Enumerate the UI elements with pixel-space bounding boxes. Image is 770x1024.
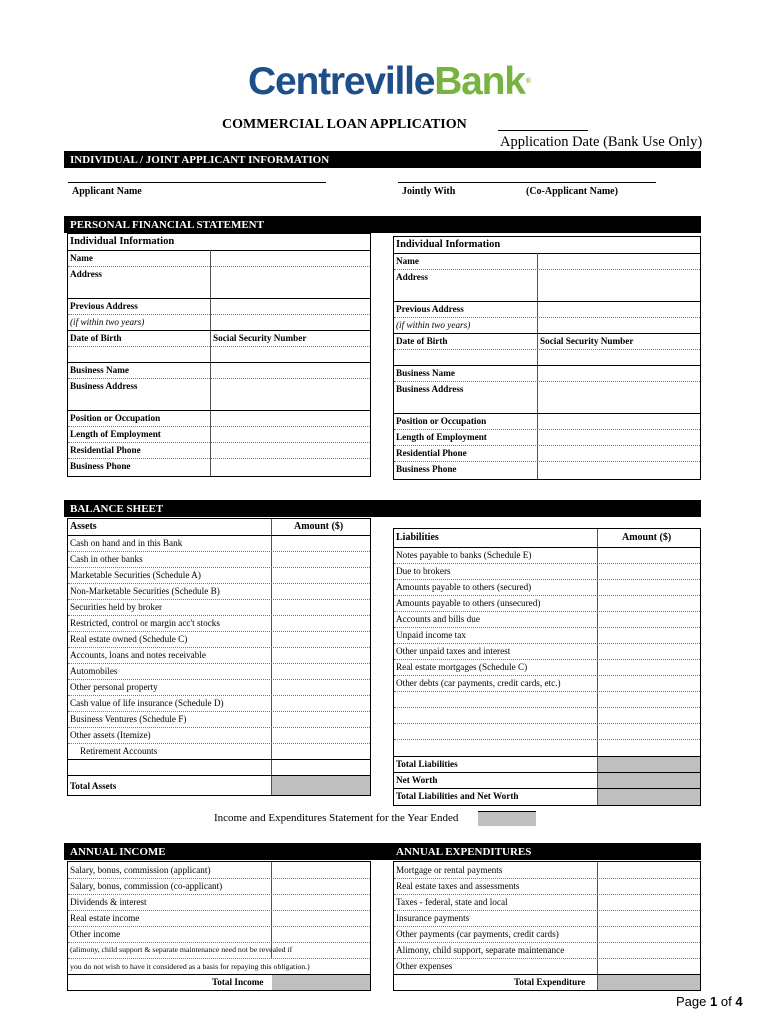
liabilities-amount-heading: Amount ($): [622, 532, 672, 543]
asset-row-label: Cash in other banks: [70, 554, 143, 564]
applicant-name-field[interactable]: [68, 182, 326, 183]
asset-amount-field[interactable]: [270, 631, 370, 647]
ssn-label: Social Security Number: [213, 333, 307, 343]
liabilities-grid: [393, 528, 701, 806]
total-liabilities-net-worth-label: Total Liabilities and Net Worth: [396, 791, 519, 801]
expenditure-amount-field[interactable]: [600, 910, 700, 926]
liability-row-label: Due to brokers: [396, 566, 451, 576]
co-within-two-years-note: (if within two years): [396, 320, 471, 330]
expenditure-row-label: Other payments (car payments, credit cards): [396, 929, 559, 939]
liability-row-label: Unpaid income tax: [396, 630, 466, 640]
income-note-line2: you do not wish to have it considered as a basis for repaying this obligation.): [70, 962, 310, 971]
of-word: of: [720, 994, 732, 1009]
position-label: Position or Occupation: [70, 413, 161, 423]
income-amount-field[interactable]: [270, 862, 370, 878]
expenditure-row-label: Mortgage or rental payments: [396, 865, 503, 875]
application-date-label: Application Date (Bank Use Only): [500, 134, 703, 150]
expenditure-amount-field[interactable]: [600, 894, 700, 910]
asset-row-label: Cash value of life insurance (Schedule D): [70, 698, 224, 708]
asset-row-label: Business Ventures (Schedule F): [70, 714, 187, 724]
co-previous-address-label: Previous Address: [396, 304, 464, 314]
income-amount-field[interactable]: [270, 894, 370, 910]
business-address-label: Business Address: [70, 381, 138, 391]
balance-sheet-bar: [64, 500, 701, 517]
total-liabilities-amount[interactable]: [598, 757, 700, 772]
co-residential-phone-label: Residential Phone: [396, 448, 467, 458]
expenditure-amount-field[interactable]: [600, 926, 700, 942]
assets-heading: Assets: [70, 521, 97, 532]
asset-row-label: Securities held by broker: [70, 602, 163, 612]
individual-info-heading: Individual Information: [70, 236, 175, 247]
total-assets-amount[interactable]: [272, 776, 370, 795]
asset-row-label: Real estate owned (Schedule C): [70, 634, 188, 644]
income-amount-field[interactable]: [270, 878, 370, 894]
previous-address-label: Previous Address: [70, 301, 138, 311]
expenditure-row-label: Taxes - federal, state and local: [396, 897, 508, 907]
expenditures-grid: [393, 861, 701, 991]
co-applicant-info-grid: [393, 236, 701, 480]
co-length-employment-label: Length of Employment: [396, 432, 487, 442]
pfs-section-bar: [64, 216, 701, 233]
asset-amount-field[interactable]: [270, 695, 370, 711]
liability-amount-field[interactable]: [600, 643, 700, 659]
total-income-label: Total Income: [212, 977, 264, 987]
income-amount-field[interactable]: [270, 910, 370, 926]
name-label: Name: [70, 253, 93, 263]
total-expenditure-amount[interactable]: [598, 975, 700, 990]
expenditure-row-label: Insurance payments: [396, 913, 470, 923]
annual-expenditures-title: ANNUAL EXPENDITURES: [396, 846, 532, 858]
asset-amount-field[interactable]: [270, 679, 370, 695]
liability-amount-field[interactable]: [600, 659, 700, 675]
dob-label: Date of Birth: [70, 333, 122, 343]
total-expenditure-label: Total Expenditure: [514, 977, 586, 987]
income-row-label: Real estate income: [70, 913, 140, 923]
asset-amount-field[interactable]: [270, 599, 370, 615]
asset-amount-field[interactable]: [270, 711, 370, 727]
asset-amount-field[interactable]: [270, 551, 370, 567]
income-row-label: Salary, bonus, commission (applicant): [70, 865, 211, 875]
asset-amount-field[interactable]: [270, 535, 370, 551]
asset-amount-field[interactable]: [270, 663, 370, 679]
co-applicant-label: (Co-Applicant Name): [526, 186, 618, 197]
income-row-label: Salary, bonus, commission (co-applicant): [70, 881, 223, 891]
income-grid: [67, 861, 371, 991]
liability-row-label: Other unpaid taxes and interest: [396, 646, 511, 656]
ies-label: Income and Expenditures Statement for the Year Ended: [214, 812, 459, 824]
asset-row-label: Automobiles: [70, 666, 118, 676]
liability-row-label: Real estate mortgages (Schedule C): [396, 662, 528, 672]
business-name-label: Business Name: [70, 365, 129, 375]
net-worth-label: Net Worth: [396, 775, 438, 785]
liability-amount-field[interactable]: [600, 547, 700, 563]
total-income-amount[interactable]: [272, 975, 370, 990]
applicant-section-bar: [64, 151, 701, 168]
expenditure-row-label: Other expenses: [396, 961, 453, 971]
co-ssn-label: Social Security Number: [540, 336, 634, 346]
applicant-section-title: INDIVIDUAL / JOINT APPLICANT INFORMATION: [70, 154, 330, 166]
expenditure-amount-field[interactable]: [600, 958, 700, 974]
co-business-phone-label: Business Phone: [396, 464, 457, 474]
co-dob-label: Date of Birth: [396, 336, 448, 346]
applicant-info-grid: [67, 233, 371, 477]
asset-amount-field[interactable]: [270, 727, 370, 743]
asset-row-label: Accounts, loans and notes receivable: [70, 650, 206, 660]
address-label: Address: [70, 269, 102, 279]
page-number: [676, 994, 743, 1009]
income-expenditures-bar: [64, 843, 701, 860]
asset-row-label: Other personal property: [70, 682, 158, 692]
co-individual-info-heading: Individual Information: [396, 239, 501, 250]
co-name-label: Name: [396, 256, 419, 266]
page-word: Page: [676, 994, 707, 1009]
asset-amount-field[interactable]: [270, 567, 370, 583]
asset-amount-field[interactable]: [270, 647, 370, 663]
liability-amount-field[interactable]: [600, 627, 700, 643]
jointly-with-label: Jointly With: [402, 186, 456, 197]
application-date-field[interactable]: [498, 130, 588, 131]
liability-row-label: Amounts payable to others (secured): [396, 582, 532, 592]
form-title: COMMERCIAL LOAN APPLICATION: [222, 117, 467, 132]
year-ended-field[interactable]: [478, 811, 536, 826]
total-assets-label: Total Assets: [70, 781, 117, 791]
liabilities-heading: Liabilities: [396, 532, 439, 543]
asset-row-label: Non-Marketable Securities (Schedule B): [70, 586, 220, 596]
asset-amount-field[interactable]: [270, 583, 370, 599]
bank-logo: [248, 62, 568, 102]
expenditure-row-label: Real estate taxes and assessments: [396, 881, 520, 891]
page-current: 1: [710, 994, 718, 1009]
liability-row-label: Other debts (car payments, credit cards, etc.): [396, 678, 561, 688]
asset-row-label: Cash on hand and in this Bank: [70, 538, 183, 548]
asset-row-label: Retirement Accounts: [80, 746, 158, 756]
total-liabilities-label: Total Liabilities: [396, 759, 458, 769]
length-employment-label: Length of Employment: [70, 429, 161, 439]
co-applicant-name-field[interactable]: [398, 182, 656, 183]
liability-row-label: Accounts and bills due: [396, 614, 480, 624]
pfs-section-title: PERSONAL FINANCIAL STATEMENT: [70, 219, 264, 231]
logo-word-bank: Bank: [434, 60, 525, 103]
business-phone-label: Business Phone: [70, 461, 131, 471]
co-address-label: Address: [396, 272, 428, 282]
income-row-label: Other income: [70, 929, 121, 939]
liability-amount-field[interactable]: [600, 595, 700, 611]
co-business-name-label: Business Name: [396, 368, 455, 378]
income-amount-field[interactable]: [270, 926, 370, 942]
income-note-line1: (alimony, child support & separate maintenance need not be revealed if: [70, 945, 293, 954]
co-position-label: Position or Occupation: [396, 416, 487, 426]
expenditure-amount-field[interactable]: [600, 942, 700, 958]
logo-word-centreville: Centreville: [248, 60, 435, 103]
balance-sheet-title: BALANCE SHEET: [70, 503, 164, 515]
asset-amount-field[interactable]: [270, 615, 370, 631]
income-row-label: Dividends & interest: [70, 897, 147, 907]
total-liabilities-net-worth-amount[interactable]: [598, 789, 700, 805]
page-total: 4: [735, 994, 743, 1009]
registered-mark: ®: [525, 78, 530, 85]
expenditure-row-label: Alimony, child support, separate maintenance: [396, 945, 565, 955]
liability-row-label: Notes payable to banks (Schedule E): [396, 550, 532, 560]
liability-amount-field[interactable]: [600, 579, 700, 595]
asset-row-label: Restricted, control or margin acc't stocks: [70, 618, 220, 628]
liability-row-label: Amounts payable to others (unsecured): [396, 598, 541, 608]
expenditure-amount-field[interactable]: [600, 862, 700, 878]
within-two-years-note: (if within two years): [70, 317, 145, 327]
liability-amount-field[interactable]: [600, 675, 700, 691]
net-worth-amount[interactable]: [598, 773, 700, 788]
assets-grid: [67, 518, 371, 796]
asset-amount-field[interactable]: [270, 743, 370, 759]
asset-row-label: Other assets (Itemize): [70, 730, 151, 740]
annual-income-title: ANNUAL INCOME: [70, 846, 166, 858]
asset-row-label: Marketable Securities (Schedule A): [70, 570, 201, 580]
liability-amount-field[interactable]: [600, 611, 700, 627]
assets-amount-heading: Amount ($): [294, 521, 344, 532]
expenditure-amount-field[interactable]: [600, 878, 700, 894]
residential-phone-label: Residential Phone: [70, 445, 141, 455]
co-business-address-label: Business Address: [396, 384, 464, 394]
liability-amount-field[interactable]: [600, 563, 700, 579]
applicant-name-label: Applicant Name: [72, 186, 142, 197]
